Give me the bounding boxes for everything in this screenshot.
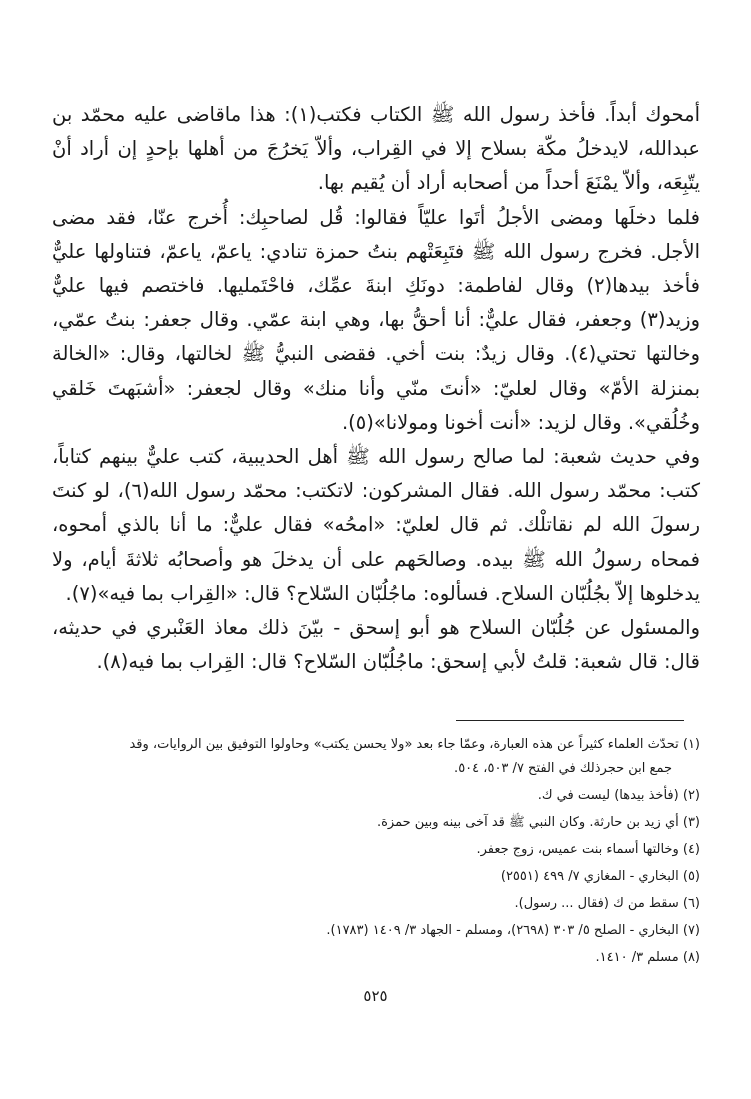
- footnote-7: (٧) البخاري - الصلح ٥/ ٣٠٣ (٢٦٩٨)، ومسلم - الجهاد ٣/ ١٤٠٩ (١٧٨٣).: [326, 923, 700, 938]
- footnote-8: (٨) مسلم ٣/ ١٤١٠.: [595, 950, 700, 965]
- footnote-1: [52, 733, 700, 781]
- main-text: [52, 98, 700, 679]
- footnote-3: (٣) أي زيد بن حارثة. وكان النبي ﷺ قد آخى بينه وبين حمزة.: [376, 815, 700, 830]
- paragraph-1: أمحوك أبداً. فأخذ رسول الله ﷺ الكتاب فكتب(١): هذا ماقاضى عليه محمّد بن عبدالله، لايدخلُ مكّة بسلاح إلا في القِراب، وألاّ يَخرُجَ من أهلها بإحدٍ إن أراد أنْ يتّبِعَه، وألاّ يمْنَعَ أحداً من أصحابه أراد أن يُقيم بها.: [52, 103, 700, 195]
- footnotes: [52, 733, 700, 973]
- footnote-5: (٥) البخاري - المغازي ٧/ ٤٩٩ (٢٥٥١): [500, 869, 700, 884]
- paragraph-3: وفي حديث شعبة: لما صالح رسول الله ﷺ أهل الحديبية، كتب عليٌّ بينهم كتاباً، كتب: محمّد رسول الله. فقال المشركون: لاتكتب: محمّد رسول الله(٦)، لو كنتَ رسولَ الله لم نقاتلْك. ثم قال لعليّ: «امحُه» فقال عليٌّ: ما أنا بالذي أمحوه، فمحاه رسولُ الله ﷺ بيده. وصالحَهم على أن يدخلَ هو وأصحابُه ثلاثةَ أيام، ولا يدخلوها إلاّ بجُلُبّان السلاح. فسألوه: ماجُلُبّان السّلاح؟ قال: «القِراب بما فيه»(٧).: [52, 445, 700, 605]
- footnote-divider: [456, 720, 684, 721]
- footnote-2: (٢) (فأخذ بيدها) ليست في ك.: [537, 788, 700, 803]
- footnote-1-text: (١) تحدّث العلماء كثيراً عن هذه العبارة، وعمّا جاء بعد «ولا يحسن يكتب» وحاولوا التوفيق بين الروايات، وقد: [129, 737, 700, 752]
- paragraph-4: والمسئول عن جُلُبّان السلاح هو أبو إسحق - بيّنَ ذلك معاذ العَنْبري في حديثه، قال: قال شعبة: قلتُ لأبي إسحق: ماجُلُبّان السّلاح؟ قال: القِراب بما فيه(٨).: [52, 616, 700, 674]
- footnote-4: (٤) وخالتها أسماء بنت عميس، زوج جعفر.: [476, 842, 700, 857]
- footnote-1-continuation: جمع ابن حجرذلك في الفتح ٧/ ٥٠٣، ٥٠٤.: [454, 761, 672, 776]
- footnote-6: (٦) سقط من ك (فقال ... رسول).: [514, 896, 700, 911]
- paragraph-2: فلما دخلَها ومضى الأجلُ أتَوا عليّاً فقالوا: قُل لصاحبِك: أُخرج عنّا، فقد مضى الأجل. فخرج رسول الله ﷺ فتَبِعَتْهم بنتُ حمزة تنادي: ياعمّ، ياعمّ، فتناولها عليٌّ فأخذ بيدها(٢) وقال لفاطمة: دونَكِ ابنةَ عمِّك، فاحْتَمليها. فاختصم فيها عليٌّ وزيد(٣) وجعفر، فقال عليٌّ: أنا أحقُّ بها، وهي ابنة عمّي. وقال جعفر: بنتُ عمّي، وخالتها تحتي(٤). وقال زيدٌ: بنت أخي. فقضى النبيُّ ﷺ لخالتها، وقال: «الخالة بمنزلة الأمّ» وقال لعليّ: «أنتَ منّي وأنا منك» وقال لجعفر: «أشبَهتَ خَلقي وخُلُقي». وقال لزيد: «أنت أخونا ومولانا»(٥).: [52, 205, 700, 434]
- page-number: ٥٢٥: [363, 987, 388, 1005]
